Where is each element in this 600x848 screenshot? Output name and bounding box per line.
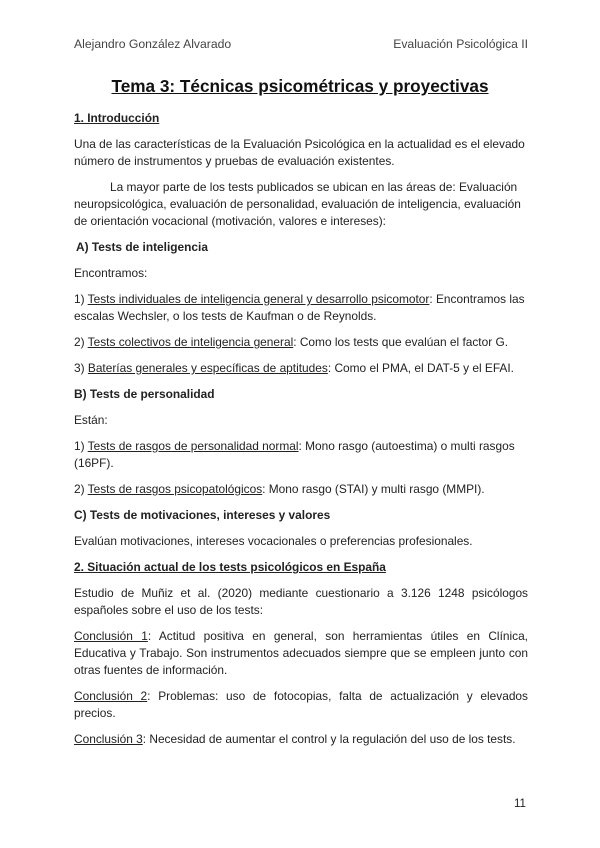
item-term: Tests colectivos de inteligencia general (87, 335, 294, 349)
item-number: 3) (74, 361, 88, 375)
page-number: 11 (514, 798, 526, 810)
item-term: Baterías generales y específicas de aptitudes (87, 361, 328, 375)
subheading-personality: B) Tests de personalidad (74, 387, 215, 401)
motivation-paragraph: Evalúan motivaciones, intereses vocacionales o preferencias profesionales. (74, 534, 473, 548)
item-description: : Encontramos las escalas Wechsler, o los tests de Kaufman o de Reynolds. (74, 292, 525, 323)
page-title: Tema 3: Técnicas psicométricas y proyectivas (111, 76, 489, 96)
section-heading-intro: 1. Introducción (74, 111, 160, 125)
conclusion-label: Conclusión 3 (74, 732, 143, 746)
item-term: Tests de rasgos psicopatológicos (87, 482, 263, 496)
intro-paragraph-2: La mayor parte de los tests publicados se ubican en las áreas de: Evaluación neuropsicológica, evaluación de personalidad, evaluación de inteligencia, evaluación de orientación vocacional (motivación, valores e intereses): (74, 180, 521, 228)
conclusion-text: : Actitud positiva en general, son herramientas útiles en Clínica, Educativa y Trabajo. Son instrumentos adecuados siempre que se empleen junto con otras fuentes de información. (74, 629, 528, 677)
conclusion-label: Conclusión 1 (74, 629, 148, 643)
intro-paragraph-1: Una de las características de la Evaluación Psicológica en la actualidad es el elevado número de instrumentos y pruebas de evaluación existentes. (74, 137, 525, 168)
page-header (74, 37, 528, 51)
conclusion-1 (74, 628, 528, 679)
conclusion-label: Conclusión 2 (74, 689, 148, 703)
item-term: Tests de rasgos de personalidad normal (87, 439, 299, 453)
header-author: Alejandro González Alvarado (74, 37, 232, 51)
personality-item-2 (74, 481, 528, 498)
section-heading-situation: 2. Situación actual de los tests psicológicos en España (74, 560, 386, 574)
intelligence-item-3 (74, 360, 528, 377)
item-number: 2) (74, 335, 88, 349)
subheading-motivation: C) Tests de motivaciones, intereses y valores (74, 508, 331, 522)
item-description: : Como el PMA, el DAT-5 y el EFAI. (327, 361, 514, 375)
item-description: : Mono rasgo (STAI) y multi rasgo (MMPI). (262, 482, 485, 496)
personality-item-1 (74, 438, 528, 472)
intelligence-intro: Encontramos: (74, 266, 148, 280)
conclusion-3 (74, 731, 528, 748)
item-number: 2) (74, 482, 88, 496)
conclusion-2 (74, 688, 528, 722)
intelligence-item-2 (74, 334, 528, 351)
situation-paragraph: Estudio de Muñiz et al. (2020) mediante cuestionario a 3.126 1248 psicólogos españoles sobre el uso de los tests: (74, 586, 528, 617)
item-number: 1) (74, 439, 88, 453)
conclusion-text: : Necesidad de aumentar el control y la regulación del uso de los tests. (142, 732, 516, 746)
item-description: : Como los tests que evalúan el factor G. (293, 335, 509, 349)
conclusion-text: : Problemas: uso de fotocopias, falta de actualización y elevados precios. (74, 689, 528, 720)
intelligence-item-1 (74, 291, 528, 325)
subheading-intelligence: A) Tests de inteligencia (76, 240, 208, 254)
item-term: Tests individuales de inteligencia general y desarrollo psicomotor (87, 292, 430, 306)
item-description: : Mono rasgo (autoestima) o multi rasgos (16PF). (74, 439, 515, 470)
personality-intro: Están: (74, 413, 108, 427)
item-number: 1) (74, 292, 88, 306)
document-body (74, 110, 528, 757)
header-course: Evaluación Psicológica II (393, 37, 528, 51)
